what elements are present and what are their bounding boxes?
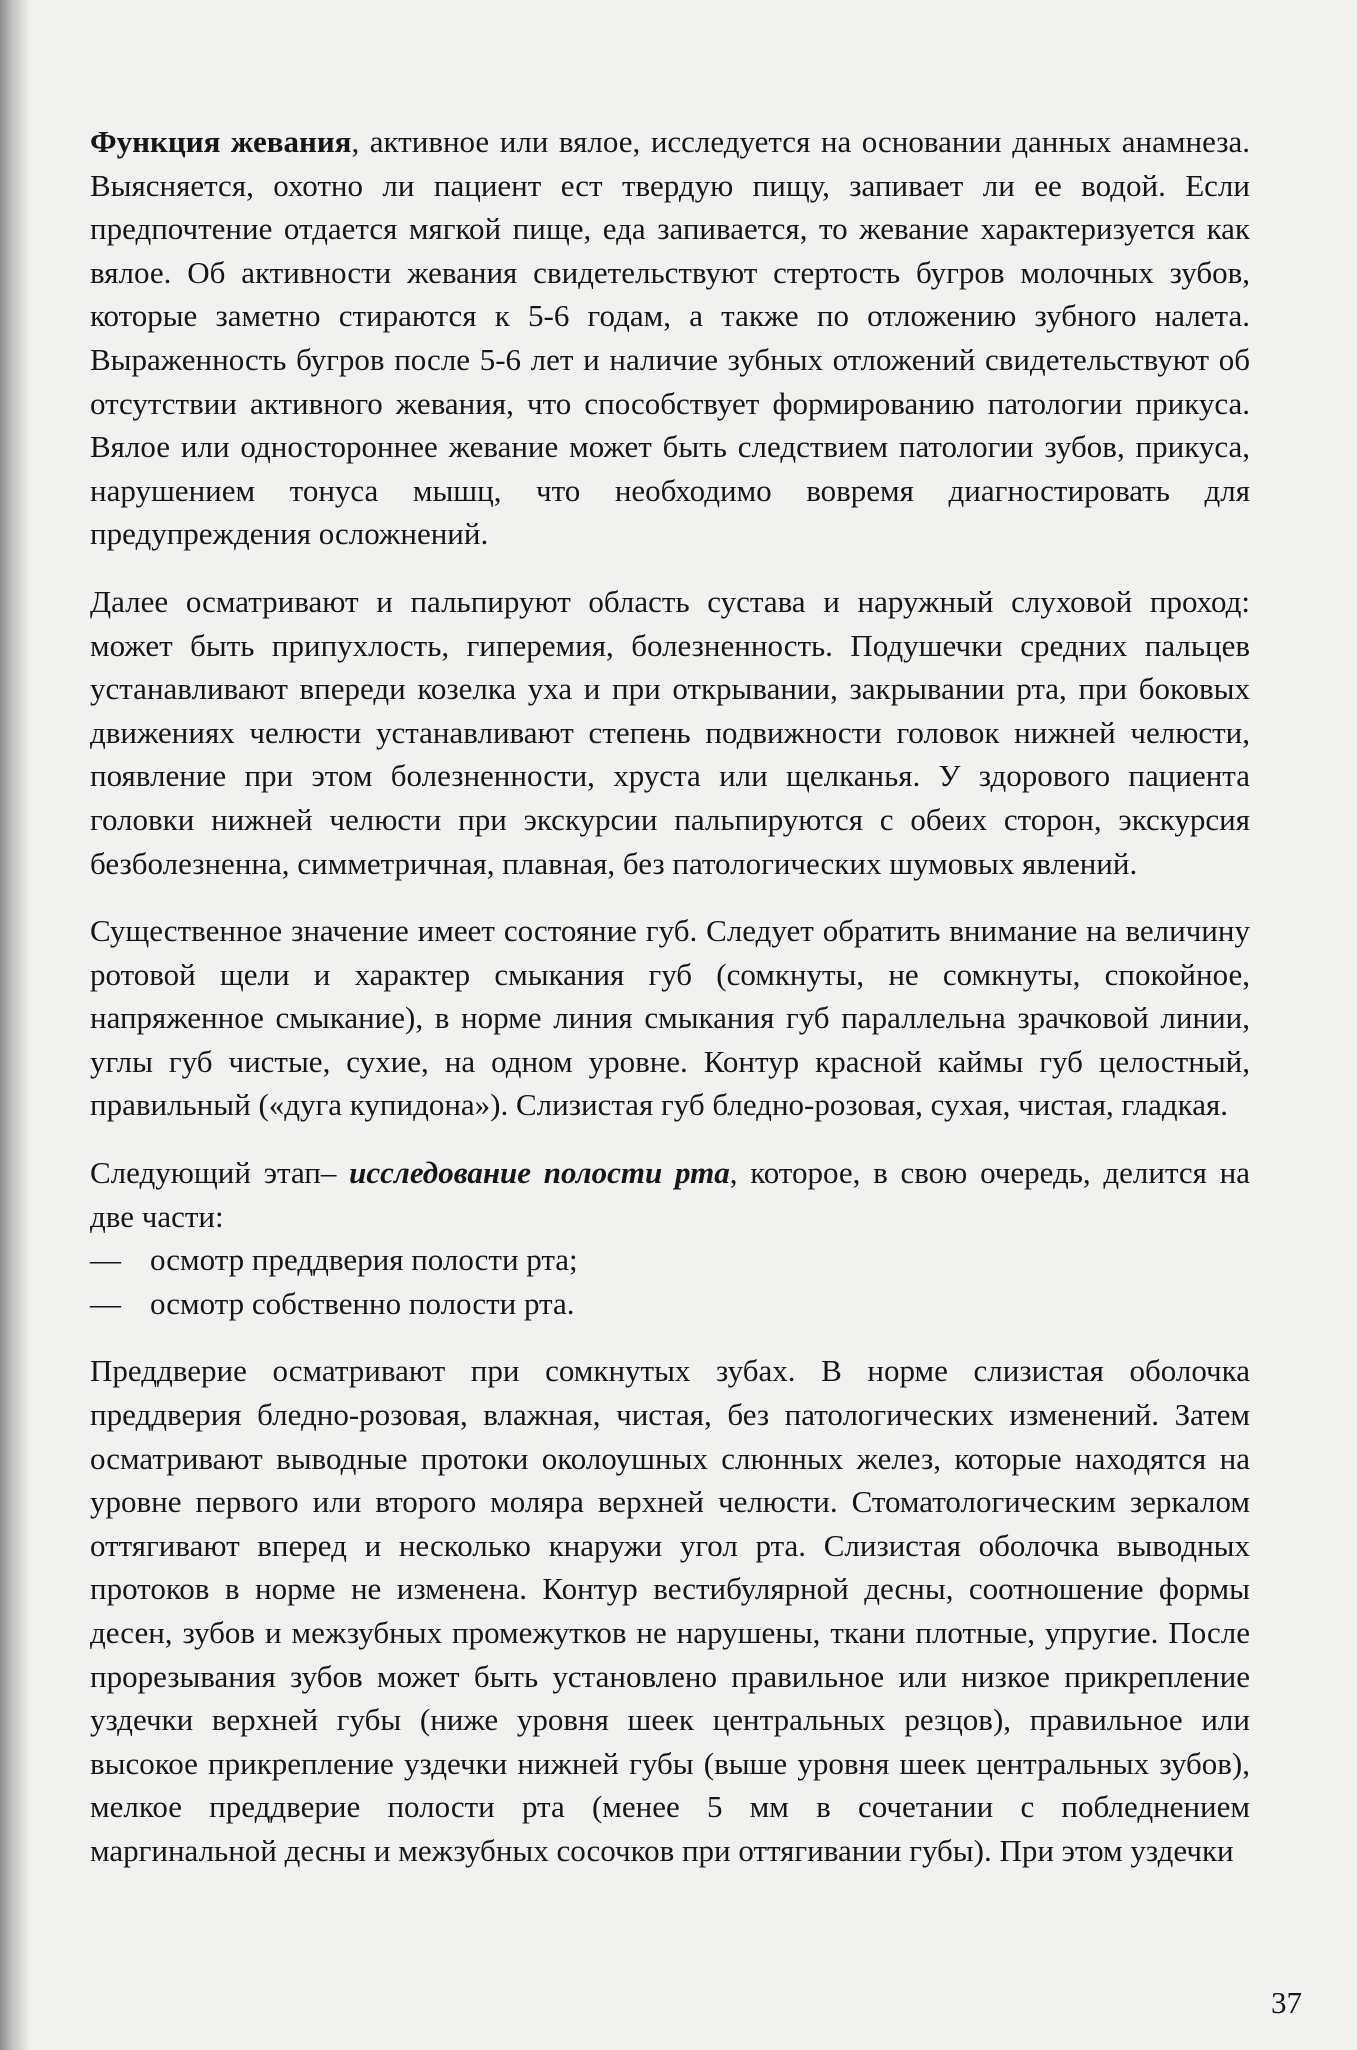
page-body [90,120,1250,1873]
paragraph-text: Далее осматривают и пальпируют область сустава и наружный слуховой проход: может быть припухлость, гиперемия, болезненность. Подушечки средних пальцев устанавливают впереди козелка уха и при открывании, закрывании рта, при боковых движениях челюсти устанавливают степень подвижности головок нижней челюсти, появление при этом болезненности, хруста или щелканья. У здорового пациента головки нижней челюсти при экскурсии пальпируются с обеих сторон, экскурсия безболезненна, симметричная, плавная, без патологических шумовых явлений. [90,583,1250,881]
exam-parts-list [90,1238,1250,1325]
list-item [90,1282,1250,1326]
dash-marker: — [90,1285,121,1321]
paragraph-text: Следующий этап– [90,1155,350,1191]
list-item-text: осмотр преддверия полости рта; [150,1242,578,1278]
dash-marker: — [90,1242,121,1278]
list-item-text: осмотр собственно полости рта. [150,1285,575,1321]
paragraph-next-stage [90,1151,1250,1238]
page-number: 37 [1271,1985,1302,2020]
paragraph-vestibule [90,1349,1250,1872]
term-chewing-function: Функция жевания [90,124,352,159]
paragraph-text: , которое, в свою очередь, делится на две части: [90,1155,1251,1234]
paragraph-lips [90,909,1250,1127]
term-oral-cavity-examination: исследование полости рта [349,1155,730,1191]
paragraph-text: Существенное значение имеет состояние губ. Следует обратить внимание на величину ротовой щели и характер смыкания губ (сомкнуты, не сомкнуты, спокойное, напряженное смыкание), в норме линия смыкания губ параллельна зрачковой линии, углы губ чистые, сухие, на одном уровне. Контур красной каймы губ целостный, правильный («дуга купидона»). Слизистая губ бледно-розовая, сухая, чистая, гладкая. [90,913,1250,1123]
paragraph-joint-palpation [90,580,1250,885]
paragraph-text: Преддверие осматривают при сомкнутых зубах. В норме слизистая оболочка преддверия бледно-розовая, влажная, чистая, без патологических изменений. Затем осматривают выводные протоки околоушных слюнных желез, которые находятся на уровне первого или второго моляра верхней челюсти. Стоматологическим зеркалом оттягивают вперед и несколько кнаружи угол рта. Слизистая оболочка выводных протоков в норме не изменена. Контур вестибулярной десны, соотношение формы десен, зубов и межзубных промежутков не нарушены, ткани плотные, упругие. После прорезывания зубов может быть установлено правильное или низкое прикрепление уздечки верхней губы (ниже уровня шеек центральных резцов), правильное или высокое прикрепление уздечки нижней губы (выше уровня шеек центральных зубов), мелкое преддверие полости рта (менее 5 мм в сочетании с побледнением маргинальной десны и межзубных сосочков при оттягивании губы). При этом уздечки [90,1353,1250,1868]
paragraph-text: , активное или вялое, исследуется на основании данных анамнеза. Выясняется, охотно ли пациент ест твердую пищу, запивает ли ее водой. Если предпочтение отдается мягкой пище, еда запивается, то жевание характеризуется как вялое. Об активности жевания свидетельствуют стертость бугров молочных зубов, которые заметно стираются к 5-6 годам, а также по отложению зубного налета. Выраженность бугров после 5-6 лет и наличие зубных отложений свидетельствуют об отсутствии активного жевания, что способствует формированию патологии прикуса. Вялое или одностороннее жевание может быть следствием патологии зубов, прикуса, нарушением тонуса мышц, что необходимо вовремя диагностировать для предупреждения осложнений. [90,124,1250,552]
page-binding-shadow [0,0,28,2050]
paragraph-chewing-function [90,120,1250,556]
list-item [90,1238,1250,1282]
